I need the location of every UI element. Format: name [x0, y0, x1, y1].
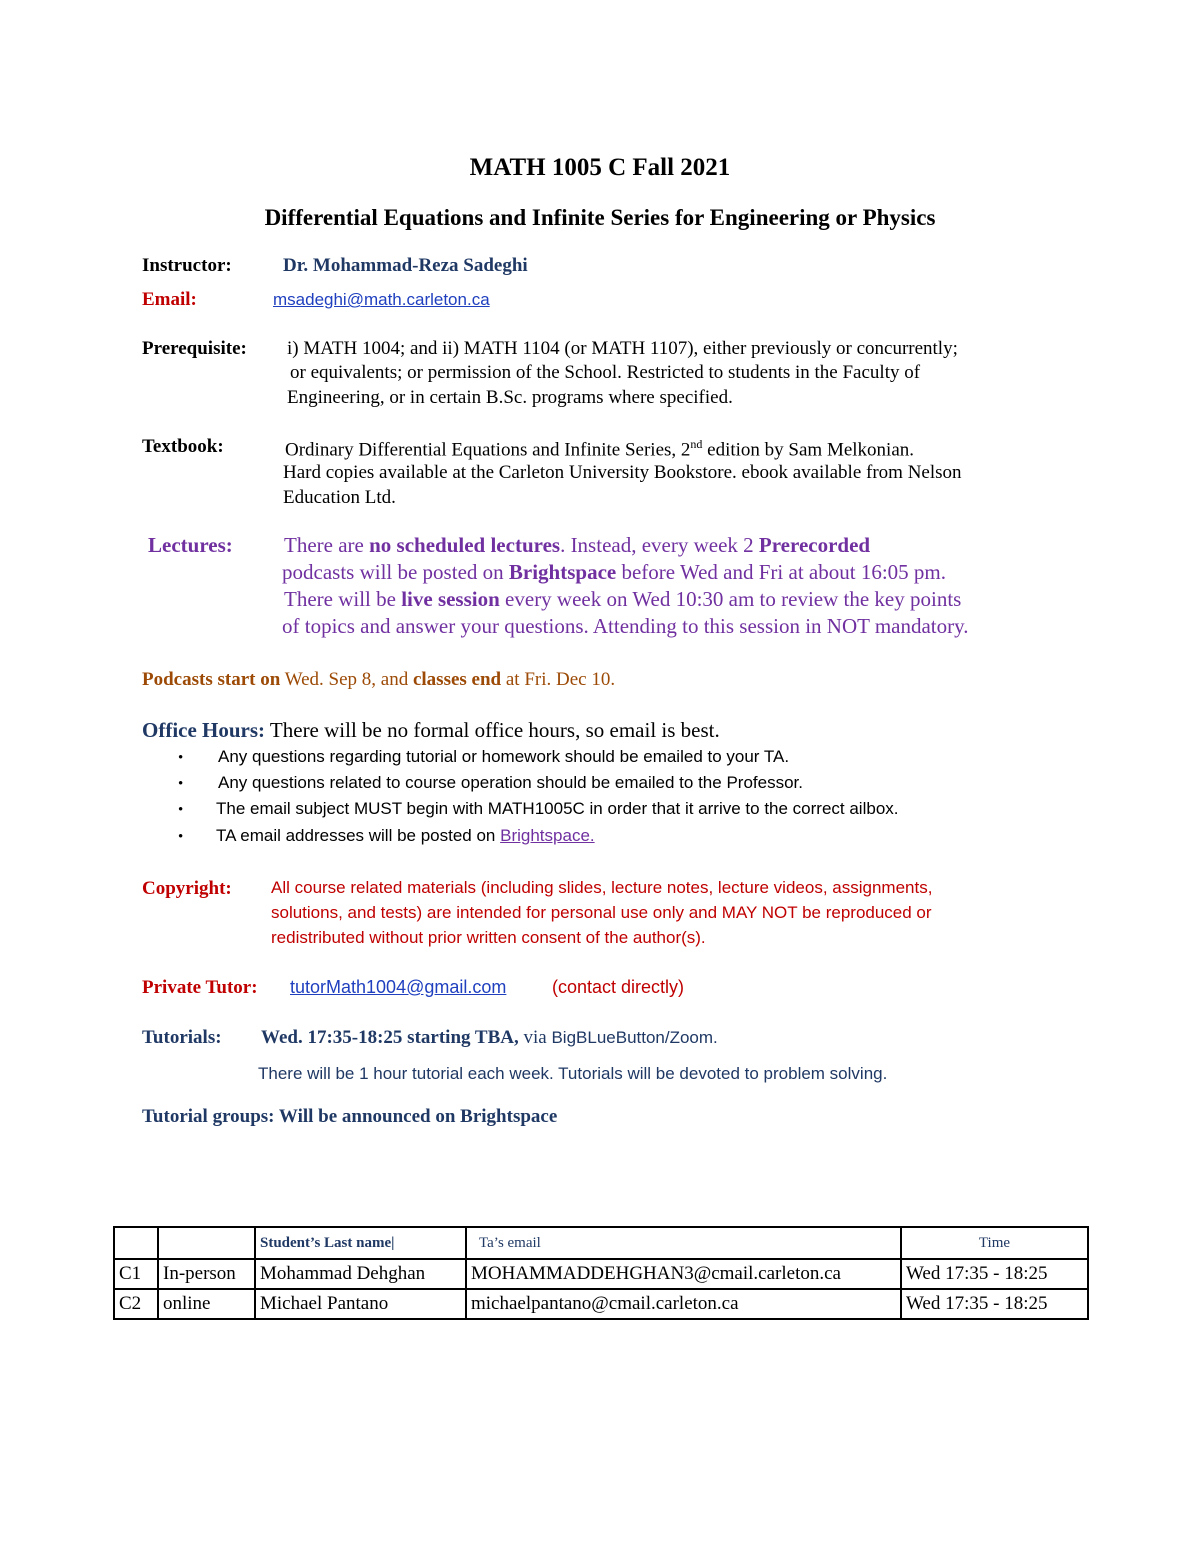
brightspace-link[interactable]: Brightspace. — [500, 826, 595, 845]
copyright-line: redistributed without prior written consent of the author(s). — [271, 928, 706, 947]
textbook-line: Education Ltd. — [283, 487, 396, 508]
bullet-icon: • — [178, 750, 184, 766]
prerequisite-label: Prerequisite: — [142, 338, 247, 359]
table-header-row — [114, 1227, 1088, 1259]
tutorial-groups: Tutorial groups: Will be announced on Brightspace — [142, 1106, 558, 1127]
lectures-line: podcasts will be posted on Brightspace before Wed and Fri at about 16:05 pm. — [282, 560, 946, 584]
bullet-icon: • — [178, 829, 184, 845]
copyright-line: All course related materials (including slides, lecture notes, lecture videos, assignments, — [271, 878, 933, 897]
table-cell: C1 — [114, 1259, 158, 1289]
table-cell: Michael Pantano — [255, 1289, 466, 1319]
tutorial-groups-table — [113, 1226, 1089, 1320]
tutorials-time: Wed. 17:35-18:25 starting TBA, via BigBLueButton/Zoom. — [261, 1027, 718, 1048]
copyright-label: Copyright: — [142, 878, 232, 899]
bullet-icon: • — [178, 776, 184, 792]
table-cell: Wed 17:35 - 18:25 — [901, 1259, 1088, 1289]
table-header — [114, 1227, 158, 1259]
tutorials-note: There will be 1 hour tutorial each week. Tutorials will be devoted to problem solving. — [258, 1064, 888, 1083]
lectures-line: of topics and answer your questions. Attending to this session in NOT mandatory. — [282, 614, 969, 638]
table-row — [114, 1259, 1088, 1289]
table-header: Student’s Last name| — [255, 1227, 466, 1259]
private-tutor-email-link[interactable]: tutorMath1004@gmail.com — [290, 977, 507, 997]
prerequisite-line: Engineering, or in certain B.Sc. programs where specified. — [287, 387, 733, 408]
course-subtitle: Differential Equations and Infinite Series for Engineering or Physics — [264, 205, 936, 230]
instructor-label: Instructor: — [142, 255, 232, 276]
office-hours-bullet: Any questions regarding tutorial or homework should be emailed to your TA. — [218, 747, 790, 766]
textbook-label: Textbook: — [142, 436, 224, 457]
table-cell: Wed 17:35 - 18:25 — [901, 1289, 1088, 1319]
podcasts-schedule: Podcasts start on Wed. Sep 8, and classes end at Fri. Dec 10. — [142, 669, 616, 690]
table-header: Time — [901, 1227, 1088, 1259]
office-hours-bullet: The email subject MUST begin with MATH1005C in order that it arrive to the correct ailbox. — [216, 799, 899, 818]
textbook-line: Ordinary Differential Equations and Infinite Series, 2nd edition by Sam Melkonian. — [285, 437, 915, 461]
table-cell: MOHAMMADDEHGHAN3@cmail.carleton.ca — [466, 1259, 901, 1289]
page-title: MATH 1005 C Fall 2021 — [469, 154, 731, 181]
instructor-name: Dr. Mohammad-Reza Sadeghi — [283, 255, 528, 276]
table-cell: Mohammad Dehghan — [255, 1259, 466, 1289]
bullet-icon: • — [178, 802, 184, 818]
table-row — [114, 1289, 1088, 1319]
lectures-line: There will be live session every week on Wed 10:30 am to review the key points — [284, 587, 962, 611]
email-label: Email: — [142, 289, 197, 310]
copyright-line: solutions, and tests) are intended for personal use only and MAY NOT be reproduced or — [271, 903, 932, 922]
private-tutor-label: Private Tutor: — [142, 977, 258, 998]
prerequisite-line: i) MATH 1004; and ii) MATH 1104 (or MATH 1107), either previously or concurrently; — [287, 338, 958, 359]
table-cell: C2 — [114, 1289, 158, 1319]
table-cell: In-person — [158, 1259, 255, 1289]
lectures-line: There are no scheduled lectures. Instead, every week 2 Prerecorded — [284, 533, 871, 557]
tutorials-label: Tutorials: — [142, 1027, 222, 1048]
prerequisite-line: or equivalents; or permission of the School. Restricted to students in the Faculty of — [290, 362, 921, 383]
office-hours: Office Hours: There will be no formal office hours, so email is best. — [142, 718, 720, 742]
office-hours-bullet: TA email addresses will be posted on Brightspace. — [216, 826, 595, 845]
instructor-email-link[interactable]: msadeghi@math.carleton.ca — [273, 290, 490, 309]
lectures-label: Lectures: — [148, 533, 233, 557]
table-cell: michaelpantano@cmail.carleton.ca — [466, 1289, 901, 1319]
textbook-line: Hard copies available at the Carleton University Bookstore. ebook available from Nelson — [283, 462, 962, 483]
private-tutor-note: (contact directly) — [552, 977, 685, 997]
table-header — [158, 1227, 255, 1259]
table-header: Ta’s email — [466, 1227, 901, 1259]
office-hours-bullet: Any questions related to course operation should be emailed to the Professor. — [218, 773, 803, 792]
table-cell: online — [158, 1289, 255, 1319]
